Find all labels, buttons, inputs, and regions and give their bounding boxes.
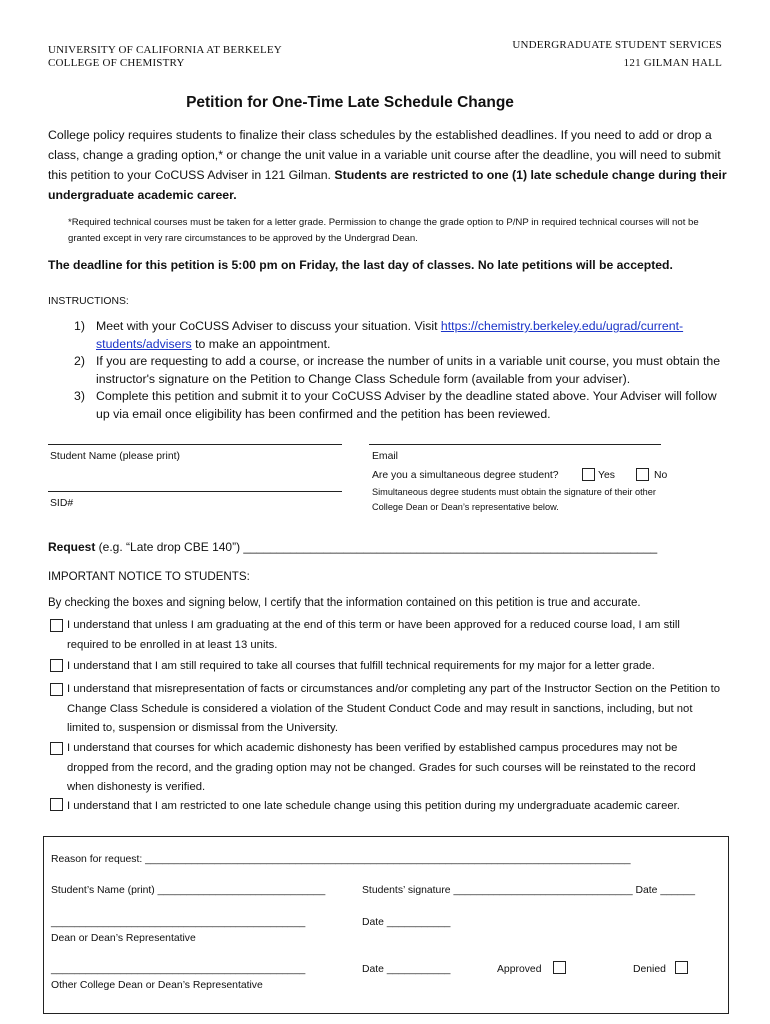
other-dean-date-field[interactable]: Date ___________ xyxy=(362,964,451,975)
instruction-item-2: 2) If you are requesting to add a course, or increase the number of units in a variable unit course, you must obtain the instructor's signature on the Petition to Change Class Schedule form (available from your adviser). xyxy=(74,354,721,386)
acknowledge-checkbox-5[interactable] xyxy=(50,798,63,811)
advisers-link[interactable]: https://chemistry.berkeley.edu/ugrad/current-students/advisers xyxy=(96,319,684,351)
student-signature-field[interactable]: Students’ signature _______________________________ Date ______ xyxy=(362,885,695,896)
certify-statement: By checking the boxes and signing below, I certify that the information contained on this petition is true and accurate. xyxy=(48,597,641,609)
instruction-item-3: 3) Complete this petition and submit it to your CoCUSS Adviser by the deadline stated above. Your Adviser will follow up via email once eligibility has been confirmed and the petition has been reviewed. xyxy=(74,389,717,421)
dean-rep-label: Dean or Dean’s Representative xyxy=(51,933,196,944)
instruction-item-1: 1) Meet with your CoCUSS Adviser to discuss your situation. Visit https://chemistry.berkeley.edu/ugrad/current-students/advisers to make an appointment. xyxy=(74,319,684,351)
other-dean-label: Other College Dean or Dean’s Representative xyxy=(51,980,263,991)
simultaneous-no-checkbox[interactable] xyxy=(636,468,649,481)
denied-checkbox[interactable] xyxy=(675,961,688,974)
sid-line[interactable] xyxy=(48,491,342,492)
simultaneous-note: Simultaneous degree students must obtain the signature of their other College Dean or Dean’s representative below. xyxy=(372,487,656,512)
approved-checkbox[interactable] xyxy=(553,961,566,974)
page-title: Petition for One-Time Late Schedule Change xyxy=(186,94,514,111)
simultaneous-yes-checkbox[interactable] xyxy=(582,468,595,481)
sid-label: SID# xyxy=(50,498,74,509)
student-print-name-field[interactable]: Student’s Name (print) _____________________________ xyxy=(51,885,326,896)
acknowledge-checkbox-4[interactable] xyxy=(50,742,63,755)
acknowledge-text-5: I understand that I am restricted to one late schedule change using this petition during my undergraduate academic career. xyxy=(67,800,680,812)
office-location: 121 GILMAN HALL xyxy=(623,57,722,69)
university-name: UNIVERSITY OF CALIFORNIA AT BERKELEY xyxy=(48,44,282,56)
student-name-label: Student Name (please print) xyxy=(50,451,180,462)
acknowledge-text-3: I understand that misrepresentation of facts or circumstances and/or completing any part of the Instructor Section on the Petition to Change Class Schedule is considered a violation of the Student Conduct Code and may result in sanctions, including, but not limited to, suspension or dismissal from the University. xyxy=(67,683,721,734)
acknowledge-text-1: I understand that unless I am graduating at the end of this term or have been approved for a reduced course load, I am still required to be enrolled in at least 13 units. xyxy=(67,619,680,651)
student-name-line[interactable] xyxy=(48,444,342,445)
denied-label: Denied xyxy=(633,964,666,975)
intro-paragraph xyxy=(48,125,728,205)
dean-date-field[interactable]: Date ___________ xyxy=(362,917,451,928)
acknowledge-checkbox-1[interactable] xyxy=(50,619,63,632)
intro-text: College policy requires students to finalize their class schedules by the established deadlines. If you need to add or drop a class, change a grading option,* or change the unit value in a variable unit course after the deadline, you will need to submit this petition to your CoCUSS Adviser in 121 Gilman. xyxy=(48,128,721,182)
deadline-notice: The deadline for this petition is 5:00 pm on Friday, the last day of classes. No late petitions will be accepted. xyxy=(48,258,673,272)
instructions-list xyxy=(74,318,724,423)
college-name: COLLEGE OF CHEMISTRY xyxy=(48,57,185,69)
request-field[interactable] xyxy=(48,540,657,554)
reason-field[interactable]: Reason for request: ____________________________________________________________________________________ xyxy=(51,854,631,865)
acknowledge-text-2: I understand that I am still required to take all courses that fulfill technical requirements for my major for a letter grade. xyxy=(67,660,655,672)
instructions-heading: INSTRUCTIONS: xyxy=(48,296,129,307)
acknowledge-checkbox-3[interactable] xyxy=(50,683,63,696)
acknowledge-text-4: I understand that courses for which academic dishonesty has been verified by established campus procedures may not be dropped from the record, and the grading option may not be changed. Grades for such courses will be reinstated to the record when dishonesty is verified. xyxy=(67,742,696,793)
email-line[interactable] xyxy=(369,444,661,445)
office-name: UNDERGRADUATE STUDENT SERVICES xyxy=(512,39,722,51)
footnote: *Required technical courses must be taken for a letter grade. Permission to change the grade option to P/NP in required technical courses will not be granted except in very rare circumstances to be approved by the Undergrad Dean. xyxy=(68,217,699,244)
intro-restriction: Students are restricted to one (1) late schedule change during their undergraduate academic career. xyxy=(48,168,727,202)
simultaneous-question: Are you a simultaneous degree student? xyxy=(372,470,559,481)
notice-heading: IMPORTANT NOTICE TO STUDENTS: xyxy=(48,570,250,583)
acknowledge-checkbox-2[interactable] xyxy=(50,659,63,672)
other-dean-signature-line[interactable]: ____________________________________________ xyxy=(51,964,306,975)
yes-label: Yes xyxy=(598,470,615,481)
email-label: Email xyxy=(372,451,398,462)
request-example: (e.g. “Late drop CBE 140”) ______________________________________________________________ xyxy=(95,540,658,554)
approved-label: Approved xyxy=(497,964,542,975)
dean-signature-line[interactable]: ____________________________________________ xyxy=(51,917,306,928)
no-label: No xyxy=(654,470,668,481)
request-label: Request xyxy=(48,540,96,554)
